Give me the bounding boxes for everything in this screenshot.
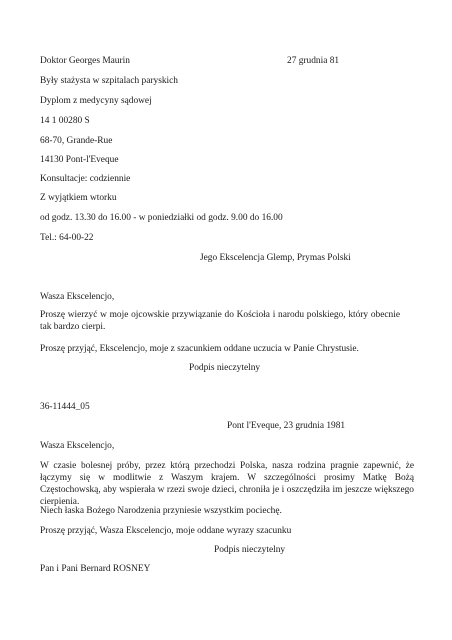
signature-note: Podpis nieczytelny (214, 545, 286, 555)
letter-body-paragraph: W czasie bolesnej próby, przez którą przechodzi Polska, nasza rodzina pragnie zapewnić, że łączymy się w modlitwie z Waszym krajem. W szczególności prosimy Matkę Bożą Częstochowską, aby wspierała w rzezi swoje dzieci, chroniła je i oszczędziła im jeszcze większego cierpienia. (40, 461, 414, 507)
doctor-info-line: 14 1 00280 S (40, 116, 90, 126)
doctor-info-line: Konsultacje: codziennie (40, 174, 131, 184)
signature-note: Podpis nieczytelny (189, 363, 261, 373)
letter-closing: Proszę przyjąć, Wasza Ekscelencjo, moje oddane wyrazy szacunku (40, 526, 292, 536)
sender-name: Pan i Pani Bernard ROSNEY (40, 564, 151, 574)
doctor-info-line: Dyplom z medycyny sądowej (40, 96, 152, 106)
doctor-name: Doktor Georges Maurin (40, 56, 130, 66)
addressee: Jego Ekscelencja Glemp, Prymas Polski (200, 253, 351, 263)
salutation: Wasza Ekscelencjo, (40, 292, 115, 302)
doctor-info-line: 14130 Pont-l'Eveque (40, 155, 119, 165)
doctor-info-line: Były stażysta w szpitalach paryskich (40, 76, 178, 86)
salutation: Wasza Ekscelencjo, (40, 441, 115, 451)
letter-date: 27 grudnia 81 (287, 56, 340, 66)
doctor-info-line: Z wyjątkiem wtorku (40, 193, 117, 203)
letter-body-paragraph: Proszę wierzyć w moje ojcowskie przywiązanie do Kościoła i narodu polskiego, który obecnie tak bardzo cierpi. (40, 310, 400, 332)
reference-number: 36-11444_05 (40, 402, 90, 412)
place-date: Pont l'Eveque, 23 grudnia 1981 (227, 421, 346, 431)
letter-body-line: Niech łaska Bożego Narodzenia przyniesie wszystkim pociechę. (40, 506, 282, 516)
letter-closing: Proszę przyjąć, Ekscelencjo, moje z szacunkiem oddane uczucia w Panie Chrystusie. (40, 344, 359, 354)
doctor-info-line: 68-70, Grande-Rue (40, 136, 113, 146)
doctor-info-line: od godz. 13.30 do 16.00 - w poniedziałki od godz. 9.00 do 16.00 (40, 213, 283, 223)
doctor-info-line: Tel.: 64-00-22 (40, 233, 94, 243)
